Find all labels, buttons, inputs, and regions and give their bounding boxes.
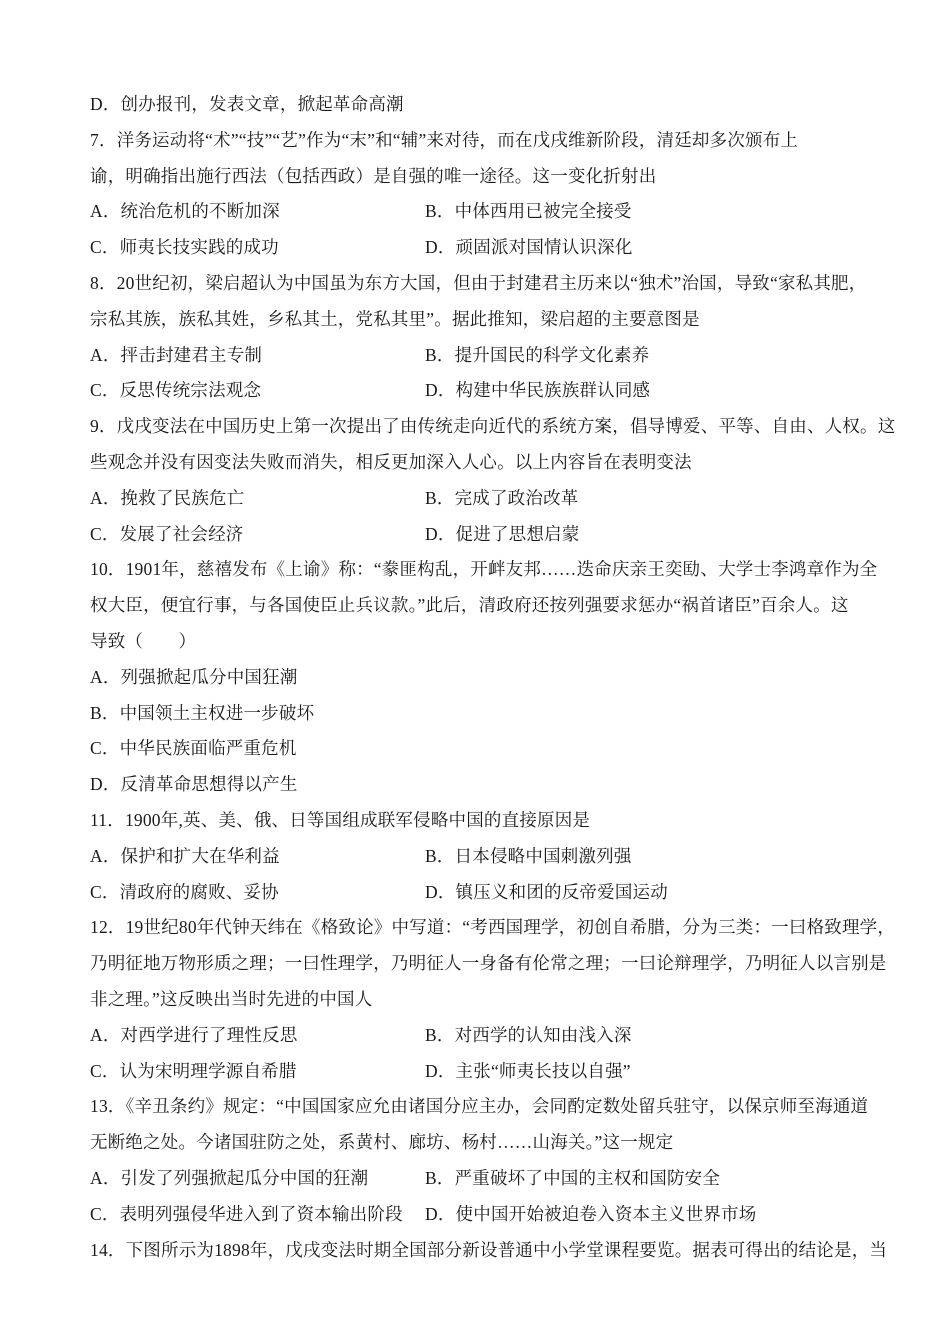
question-12-stem-line-2: 乃明征地万物形质之理；一曰性理学，乃明征人一身备有伦常之理；一曰论辩理学，乃明征人以言别是 [90,953,887,974]
question-9-option-a: A．挽救了民族危亡 [90,487,245,508]
question-12-stem-line-3: 非之理。”这反映出当时先进的中国人 [90,988,373,1009]
question-10-stem-line-1: 10．1901年，慈禧发布《上谕》称：“豢匪构乱，开衅友邦……迭命庆亲王奕劻、大学士李鸿章作为全 [90,559,878,580]
question-11-option-d: D．镇压义和团的反帝爱国运动 [425,881,668,902]
question-12-option-a: A．对西学进行了理性反思 [90,1024,298,1045]
question-10-option-a: A．列强掀起瓜分中国狂潮 [90,666,298,687]
question-8-options-row-1 [90,338,860,374]
question-13-stem-line-2: 无断绝之处。今诸国驻防之处，系黄村、廊坊、杨村……山海关。”这一规定 [90,1132,674,1153]
question-9-stem-line-1: 9．戊戌变法在中国历史上第一次提出了由传统走向近代的系统方案，倡导博爱、平等、自由、人权。这 [90,416,896,437]
question-12-option-d: D．主张“师夷长技以自强” [425,1060,631,1081]
question-12-option-c: C．认为宋明理学源自希腊 [90,1060,297,1081]
question-13-stem-line-1: 13．《辛丑条约》规定：“中国国家应允由诸国分应主办，会同酌定数处留兵驻守，以保京师至海通道 [90,1096,869,1117]
question-7-options-row-2 [90,230,860,266]
question-9-option-b: B．完成了政治改革 [425,487,579,508]
question-9-options-row-1 [90,481,860,517]
question-8-stem-line-1: 8．20世纪初，梁启超认为中国虽为东方大国，但由于封建君主历来以“独术”治国，导致“家私其肥， [90,272,867,293]
question-11-options-row-2 [90,875,860,911]
question-12-options-row-2 [90,1054,860,1090]
question-11-stem-line-1: 11．1900年,英、美、俄、日等国组成联军侵略中国的直接原因是 [90,809,591,830]
question-13-option-c: C．表明列强侵华进入到了资本输出阶段 [90,1203,403,1224]
question-10-option-b: B．中国领土主权进一步破坏 [90,702,315,723]
question-10-stem-line-3: 导致（ ） [90,630,197,651]
question-14-stem-line-1: 14．下图所示为1898年，戊戌变法时期全国部分新设普通中小学堂课程要览。据表可得出的结论是，当 [90,1239,888,1260]
question-7-stem-line-1: 7．洋务运动将“术”“技”“艺”作为“末”和“辅”来对待，而在戊戌维新阶段，清廷却多次颁布上 [90,129,799,150]
question-9-option-d: D．促进了思想启蒙 [425,523,580,544]
question-7-option-d: D．顽固派对国情认识深化 [425,237,633,258]
question-7-option-c: C．师夷长技实践的成功 [90,237,279,258]
question-8-options-row-2 [90,373,860,409]
question-9-options-row-2 [90,517,860,553]
question-13-option-a: A．引发了列强掀起瓜分中国的狂潮 [90,1167,369,1188]
question-12-stem-line-1: 12．19世纪80年代钟天纬在《格致论》中写道：“考西国理学，初创自希腊，分为三类：一曰格致理学， [90,917,896,938]
question-9-option-c: C．发展了社会经济 [90,523,244,544]
question-10-stem-line-2: 权大臣，便宜行事，与各国使臣止兵议款。”此后，清政府还按列强要求惩办“祸首诸臣”百余人。这 [90,595,849,616]
question-10-option-c: C．中华民族面临严重危机 [90,738,297,759]
question-13-option-d: D．使中国开始被迫卷入资本主义世界市场 [425,1203,757,1224]
question-9-stem-line-2: 些观念并没有因变法失败而消失，相反更加深入人心。以上内容旨在表明变法 [90,451,692,472]
question-11-option-a: A．保护和扩大在华利益 [90,845,280,866]
question-11-option-b: B．日本侵略中国刺激列强 [425,845,632,866]
question-8-option-d: D．构建中华民族族群认同感 [425,380,651,401]
question-8-stem-line-2: 宗私其族，族私其姓，乡私其土，党私其里”。据此推知，梁启超的主要意图是 [90,308,700,329]
question-10-option-d: D．反清革命思想得以产生 [90,774,298,795]
question-7-stem-line-2: 谕，明确指出施行西法（包括西政）是自强的唯一途径。这一变化折射出 [90,165,657,186]
question-6-option-d: D．创办报刊，发表文章，掀起革命高潮 [90,94,404,114]
question-13-options-row-2 [90,1197,860,1233]
question-8-option-c: C．反思传统宗法观念 [90,380,262,401]
question-12-option-b: B．对西学的认知由浅入深 [425,1024,632,1045]
question-11-option-c: C．清政府的腐败、妥协 [90,881,279,902]
question-7-option-b: B．中体西用已被完全接受 [425,201,632,222]
question-7-options-row-1 [90,194,860,230]
question-13-options-row-1 [90,1161,860,1197]
question-7-option-a: A．统治危机的不断加深 [90,201,280,222]
question-13-option-b: B．严重破坏了中国的主权和国防安全 [425,1167,721,1188]
question-11-options-row-1 [90,839,860,875]
question-8-option-b: B．提升国民的科学文化素养 [425,344,650,365]
question-8-option-a: A．抨击封建君主专制 [90,344,263,365]
question-12-options-row-1 [90,1018,860,1054]
